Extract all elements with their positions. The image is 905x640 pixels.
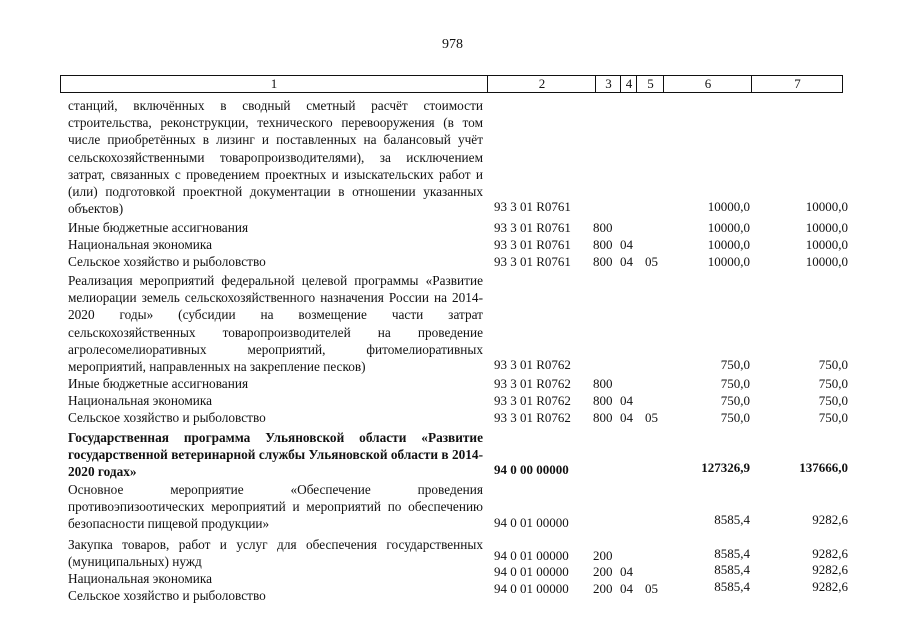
row-expense-group: 800	[593, 376, 613, 391]
row-value-col6: 750,0	[720, 357, 750, 372]
row-target-code: 94 0 01 00000	[494, 548, 569, 563]
row-value-col6: 8585,4	[714, 579, 750, 594]
row-value-col7: 9282,6	[812, 546, 848, 561]
row-value-col7: 9282,6	[812, 512, 848, 527]
row-value-col6: 10000,0	[707, 237, 750, 252]
row-subsection: 05	[645, 581, 658, 596]
row-description: станций, включённых в сводный сметный расчёт стоимости строительства, реконструкции, технического перевооружения (в том числе приобретённых в лизинг и поставленных на балансовый учёт сельскохозяйственными товаропроизводителями), за исключением затрат, связанных с проведением проектных и изыскательских работ и (или) подготовкой проектной документации в отношении указанных объектов)	[68, 98, 483, 217]
row-target-code: 93 3 01 R0761	[494, 254, 571, 269]
row-description: Национальная экономика	[68, 571, 213, 586]
row-value-col7: 750,0	[818, 410, 848, 425]
row-description: Иные бюджетные ассигнования	[68, 376, 249, 391]
row-target-code: 94 0 01 00000	[494, 564, 569, 579]
row-value-col7: 9282,6	[812, 562, 848, 577]
column-header-6: 6	[663, 76, 752, 92]
row-expense-group: 800	[593, 254, 613, 269]
row-value-col6: 10000,0	[707, 220, 750, 235]
column-header-1: 1	[270, 76, 278, 91]
row-section: 04	[620, 564, 633, 579]
row-section: 04	[620, 254, 633, 269]
row-description: Государственная программа Ульяновской области «Развитие государственной ветеринарной службы Ульяновской области в 2014-2020 годах»	[68, 430, 483, 480]
column-header-row	[60, 75, 843, 93]
row-target-code: 93 3 01 R0761	[494, 199, 571, 214]
page-number: 978	[442, 37, 463, 52]
row-value-col7: 9282,6	[812, 579, 848, 594]
row-value-col7: 10000,0	[805, 220, 848, 235]
row-description: Национальная экономика	[68, 393, 213, 408]
row-subsection: 05	[645, 410, 658, 425]
row-value-col7: 750,0	[818, 357, 848, 372]
row-description: Сельское хозяйство и рыболовство	[68, 410, 266, 425]
row-value-col6: 127326,9	[701, 460, 750, 475]
row-target-code: 93 3 01 R0761	[494, 237, 571, 252]
row-expense-group: 200	[593, 564, 613, 579]
row-description: Основное мероприятие «Обеспечение проведения противоэпизоотических мероприятий и мероприятий по обеспечению безопасности пищевой продукции»	[68, 482, 483, 532]
column-header-2: 2	[487, 76, 596, 92]
row-value-col7: 750,0	[818, 393, 848, 408]
row-target-code: 94 0 00 00000	[494, 462, 569, 477]
row-value-col6: 750,0	[720, 393, 750, 408]
row-value-col6: 10000,0	[707, 199, 750, 214]
row-value-col7: 10000,0	[805, 254, 848, 269]
row-expense-group: 800	[593, 237, 613, 252]
row-section: 04	[620, 581, 633, 596]
row-expense-group: 800	[593, 220, 613, 235]
row-value-col6: 8585,4	[714, 562, 750, 577]
row-expense-group: 800	[593, 393, 613, 408]
row-value-col7: 750,0	[818, 376, 848, 391]
row-target-code: 93 3 01 R0762	[494, 410, 571, 425]
row-description: Национальная экономика	[68, 237, 213, 252]
row-section: 04	[620, 393, 633, 408]
row-expense-group: 800	[593, 410, 613, 425]
row-value-col6: 8585,4	[714, 546, 750, 561]
row-subsection: 05	[645, 254, 658, 269]
row-section: 04	[620, 410, 633, 425]
row-expense-group: 200	[593, 548, 613, 563]
row-value-col6: 750,0	[720, 410, 750, 425]
row-value-col6: 10000,0	[707, 254, 750, 269]
row-description: Иные бюджетные ассигнования	[68, 220, 249, 235]
row-value-col7: 137666,0	[799, 460, 848, 475]
row-value-col7: 10000,0	[805, 237, 848, 252]
row-target-code: 93 3 01 R0762	[494, 376, 571, 391]
row-value-col7: 10000,0	[805, 199, 848, 214]
row-description: Закупка товаров, работ и услуг для обеспечения государственных (муниципальных) нужд	[68, 537, 483, 570]
row-description: Сельское хозяйство и рыболовство	[68, 254, 266, 269]
row-target-code: 94 0 01 00000	[494, 515, 569, 530]
row-expense-group: 200	[593, 581, 613, 596]
row-target-code: 93 3 01 R0761	[494, 220, 571, 235]
row-target-code: 94 0 01 00000	[494, 581, 569, 596]
row-description: Сельское хозяйство и рыболовство	[68, 588, 266, 603]
row-value-col6: 750,0	[720, 376, 750, 391]
column-header-4: 4	[620, 76, 637, 92]
row-section: 04	[620, 237, 633, 252]
row-description: Реализация мероприятий федеральной целевой программы «Развитие мелиорации земель сельскохозяйственного назначения России на 2014-2020 годы» (субсидии на возмещение части затрат сельскохозяйственных товаропроизводителей на проведение агролесомелиоративных мероприятий, фитомелиоративных мероприятий, направленных на закрепление песков)	[68, 273, 483, 375]
column-header-3: 3	[595, 76, 621, 92]
column-header-7: 7	[751, 76, 843, 92]
row-target-code: 93 3 01 R0762	[494, 393, 571, 408]
column-header-5: 5	[636, 76, 664, 92]
row-value-col6: 8585,4	[714, 512, 750, 527]
row-target-code: 93 3 01 R0762	[494, 357, 571, 372]
